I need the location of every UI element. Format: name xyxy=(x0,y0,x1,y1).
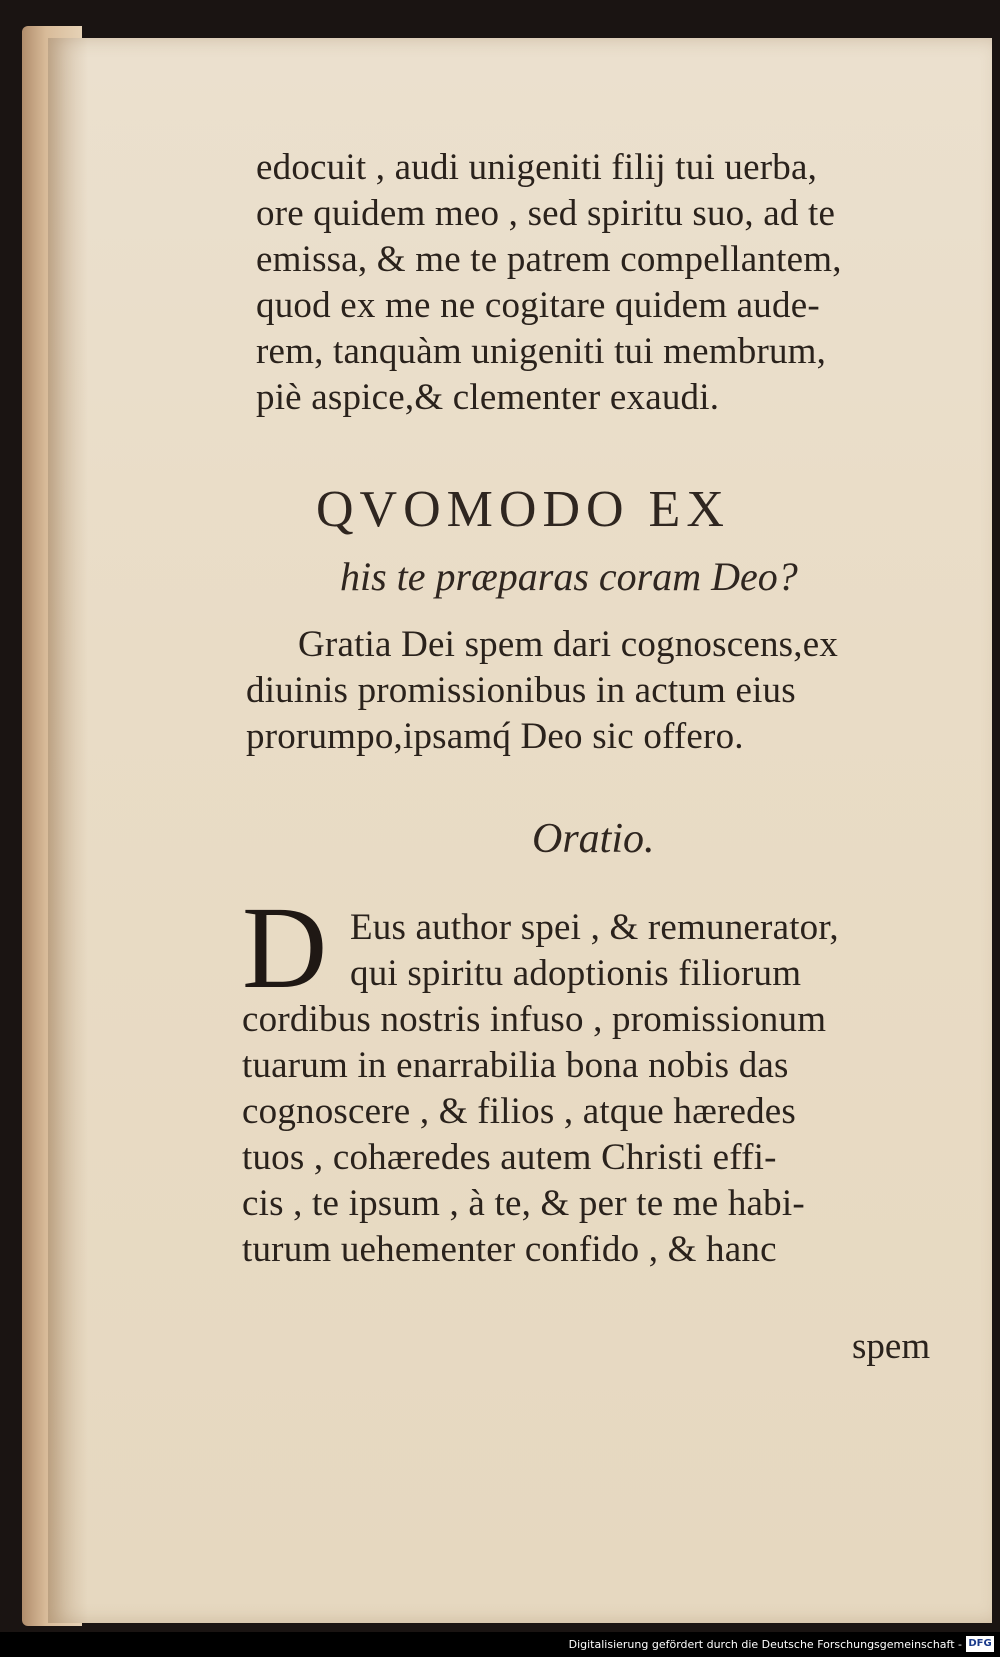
text-line: diuinis promissionibus in actum eius xyxy=(246,670,796,711)
text-line: Gratia Dei spem dari cognoscens,ex xyxy=(298,624,839,665)
oratio-title: Oratio. xyxy=(532,816,655,862)
text-line: tuos , cohæredes autem Christi effi- xyxy=(242,1137,777,1178)
text-line: cis , te ipsum , à te, & per te me habi- xyxy=(242,1183,805,1224)
text-line: ore quidem meo , sed spiritu suo, ad te xyxy=(256,193,836,234)
text-line: piè aspice,& clementer exaudi. xyxy=(256,377,720,418)
catchword: spem xyxy=(852,1326,931,1367)
text-line: tuarum in enarrabilia bona nobis das xyxy=(242,1045,789,1086)
text-line: emissa, & me te patrem compellantem, xyxy=(256,239,842,280)
paragraph-2 xyxy=(246,622,946,760)
drop-cap: D xyxy=(242,882,328,1013)
footer-credit: Digitalisierung gefördert durch die Deutsche Forschungsgemeinschaft - xyxy=(568,1638,962,1651)
text-line: turum uehementer confido , & hanc xyxy=(242,1229,777,1270)
text-line: qui spiritu adoptionis filiorum xyxy=(350,953,802,994)
section-heading: QVOMODO EX xyxy=(316,481,730,538)
text-line: prorumpo,ipsamq́ Deo sic offero. xyxy=(246,716,744,757)
dfg-logo-icon: DFG xyxy=(966,1636,994,1652)
spine-shadow xyxy=(48,38,88,1623)
text-line: quod ex me ne cogitare quidem aude- xyxy=(256,285,820,326)
text-line: rem, tanquàm unigeniti tui membrum, xyxy=(256,331,827,372)
paragraph-1 xyxy=(256,145,956,421)
prayer-text xyxy=(242,905,952,1273)
text-line: Eus author spei , & remunerator, xyxy=(350,907,839,948)
text-line: cordibus nostris infuso , promissionum xyxy=(242,999,827,1040)
section-subheading: his te præparas coram Deo? xyxy=(340,554,798,599)
text-line: cognoscere , & filios , atque hæredes xyxy=(242,1091,797,1132)
text-line: edocuit , audi unigeniti filij tui uerba, xyxy=(256,147,818,188)
